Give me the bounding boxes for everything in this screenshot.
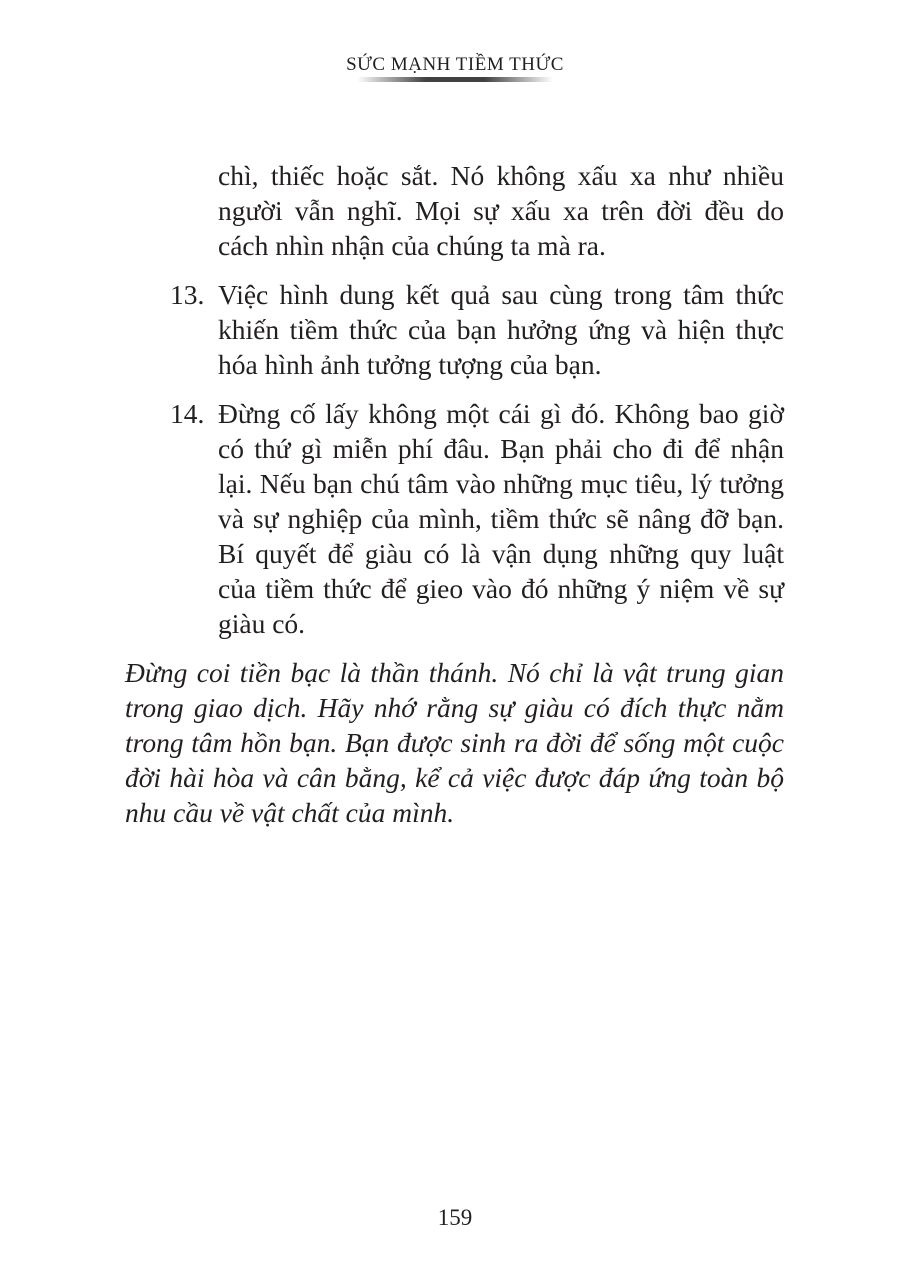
list-item-number: 14. bbox=[170, 398, 205, 429]
list-item-13 bbox=[0, 277, 910, 382]
list-item-14 bbox=[0, 396, 910, 641]
page-number: 159 bbox=[437, 1205, 473, 1230]
continued-paragraph: chì, thiếc hoặc sắt. Nó không xấu xa như nhiều người vẫn nghĩ. Mọi sự xấu xa trên đời đều do cách nhìn nhận của chúng ta mà ra. bbox=[218, 160, 784, 261]
list-item-number: 13. bbox=[170, 279, 205, 310]
list-item-text: Việc hình dung kết quả sau cùng trong tâm thức khiến tiềm thức của bạn hưởng ứng và hiện thực hóa hình ảnh tưởng tượng của bạn. bbox=[218, 279, 784, 380]
header-rule bbox=[357, 77, 553, 82]
running-header: SỨC MẠNH TIỀM THỨC bbox=[346, 54, 564, 75]
closing-italic-paragraph: Đừng coi tiền bạc là thần thánh. Nó chỉ là vật trung gian trong giao dịch. Hãy nhớ rằng sự giàu có đích thực nằm trong tâm hồn bạn. Bạn được sinh ra đời để sống một cuộc đời hài hòa và cân bằng, kể cả việc được đáp ứng toàn bộ nhu cầu về vật chất của mình. bbox=[125, 657, 784, 828]
page-body bbox=[0, 158, 910, 830]
list-item-text: Đừng cố lấy không một cái gì đó. Không bao giờ có thứ gì miễn phí đâu. Bạn phải cho đi để nhận lại. Nếu bạn chú tâm vào những mục tiêu, lý tưởng và sự nghiệp của mình, tiềm thức sẽ nâng đỡ bạn. Bí quyết để giàu có là vận dụng những quy luật của tiềm thức để gieo vào đó những ý niệm về sự giàu có. bbox=[218, 398, 784, 639]
